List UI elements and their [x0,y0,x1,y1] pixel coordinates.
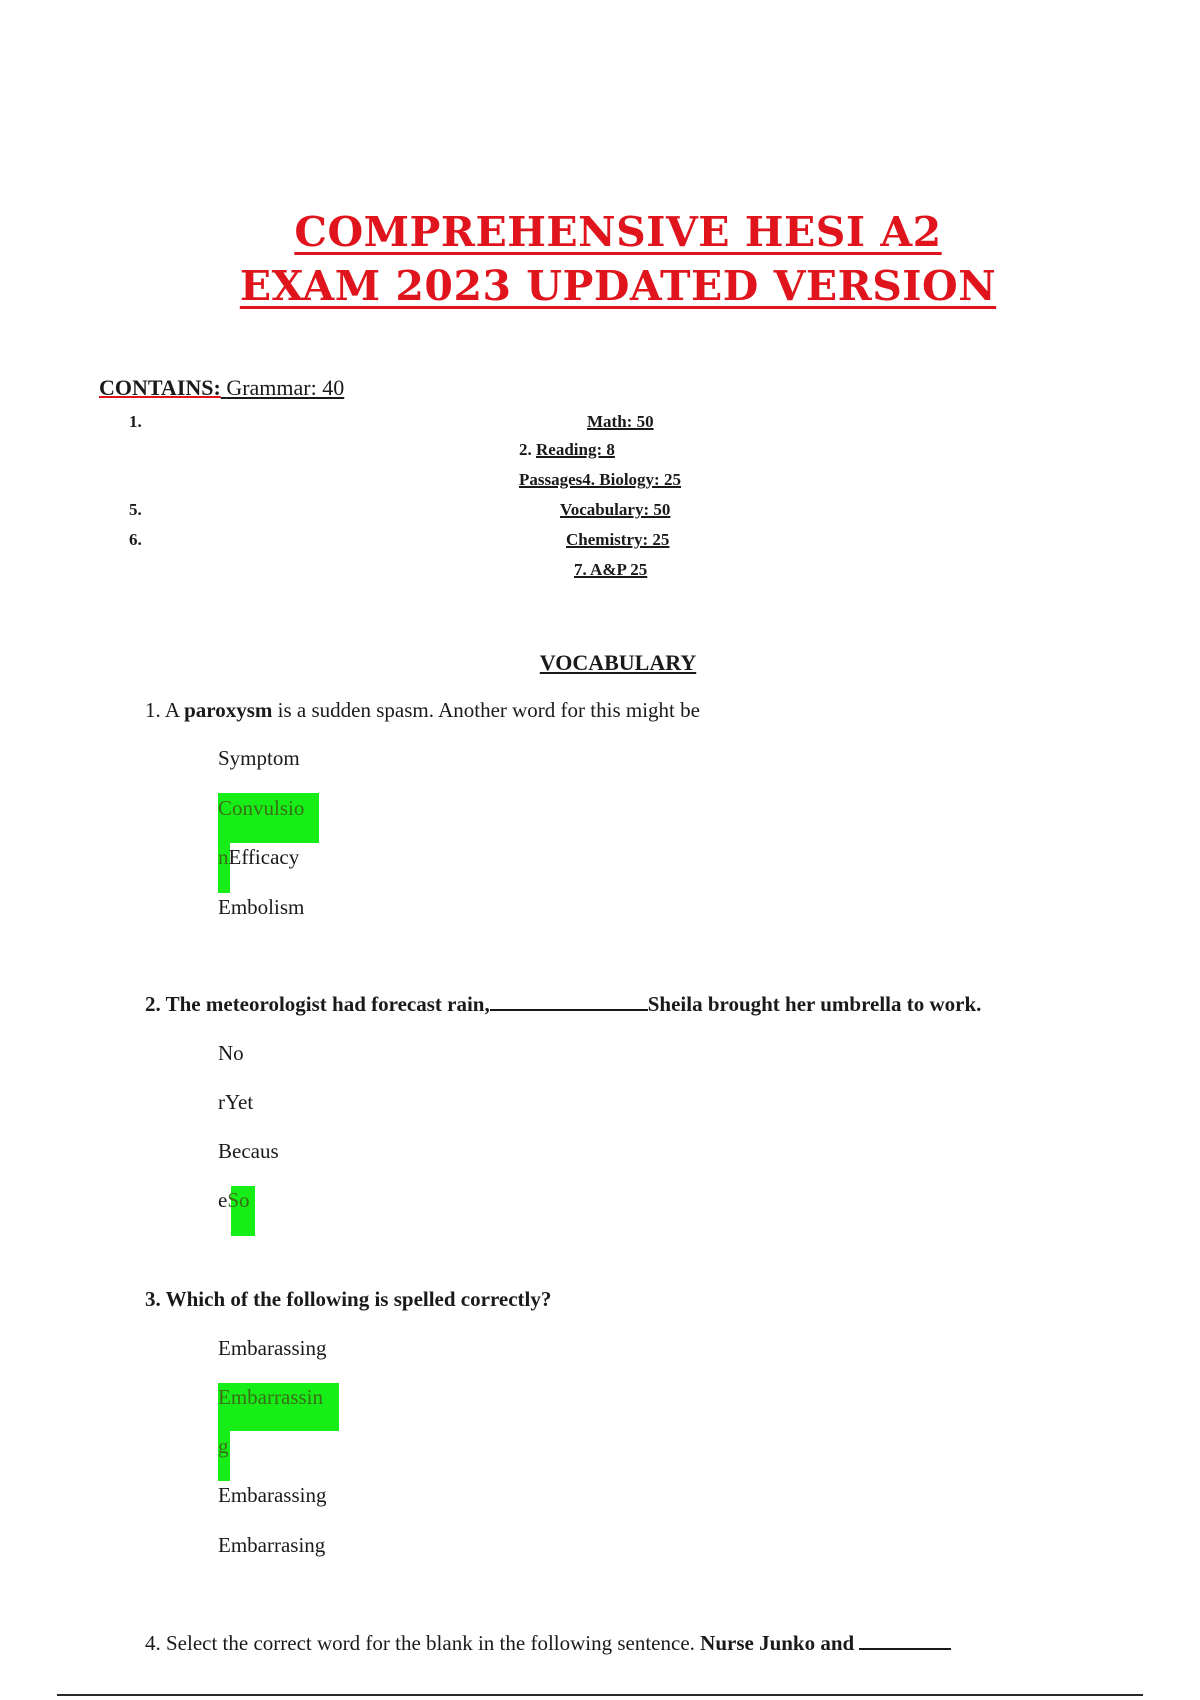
toc-number-1: 1. [129,412,142,431]
contains-grammar: Grammar: 40 [226,375,345,400]
document-title-line-2: EXAM 2023 UPDATED VERSION [239,262,997,310]
toc-item-anatomy: 7. A&P 25 [574,560,648,579]
q1-option-2: Convulsio [218,796,305,820]
toc-item-math: Math: 50 [587,412,654,431]
q2-option-1: No [218,1041,244,1065]
contains-label: CONTAINS: [99,375,221,400]
document-title-line-1: COMPREHENSIVE HESI A2 [294,208,942,256]
q2-option-2: rYet [218,1090,254,1114]
q3-option-1: Embarassing [218,1336,327,1360]
q3-option-2-tail: g [218,1434,229,1458]
q1-option-4: Embolism [218,895,305,919]
section-heading: VOCABULARY [539,650,697,675]
question-2: 2. The meteorologist had forecast rain, Sheila brought her umbrella to work. [145,992,982,1016]
toc-item-vocabulary: Vocabulary: 50 [560,500,671,519]
q2-option-4: eSo [218,1188,250,1212]
q1-option-3: nEfficacy [218,845,300,869]
q2-blank [490,1009,648,1011]
toc-item-chemistry: Chemistry: 25 [566,530,670,549]
q4-blank [859,1648,951,1650]
toc-number-5: 5. [129,500,142,519]
toc-item-reading: 2. Reading: 8 [519,440,615,459]
q3-option-3: Embarassing [218,1483,327,1507]
toc-item-passages-biology: Passages4. Biology: 25 [519,470,681,489]
q1-option-1: Symptom [218,746,300,770]
contains-line [99,375,344,401]
q3-option-2: Embarrassin [218,1385,323,1409]
toc-number-6: 6. [129,530,142,549]
q2-option-3: Becaus [218,1139,279,1163]
question-4: 4. Select the correct word for the blank in the following sentence. Nurse Junko and [145,1631,951,1656]
question-1: 1. A paroxysm is a sudden spasm. Another word for this might be [145,698,700,722]
q3-option-4: Embarrasing [218,1533,326,1557]
footer-rule [57,1694,1143,1696]
question-3: 3. Which of the following is spelled correctly? [145,1287,552,1311]
